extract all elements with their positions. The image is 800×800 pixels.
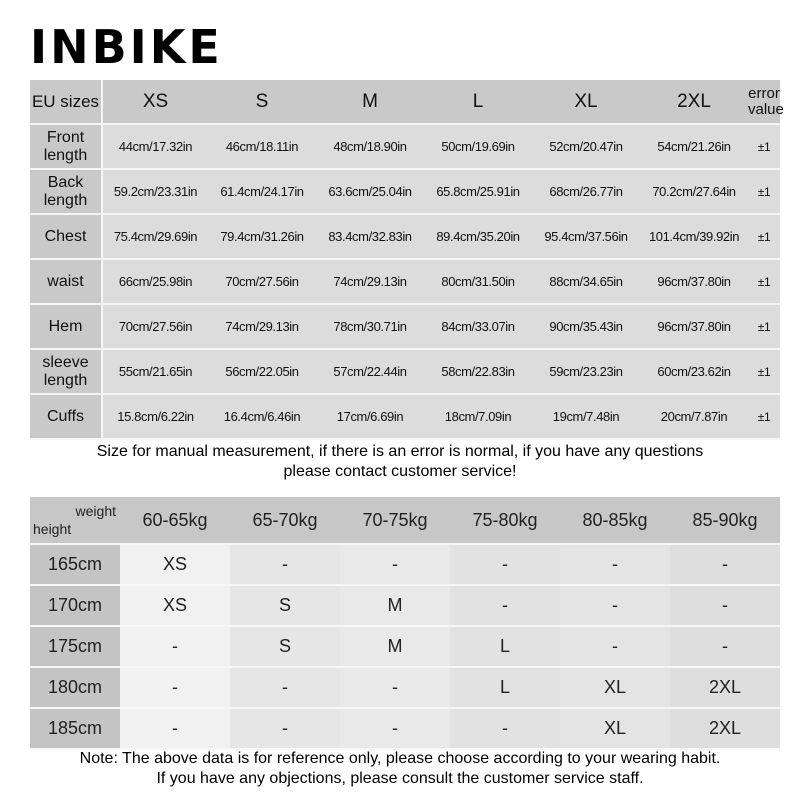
recommended-size: - <box>450 585 560 626</box>
height-row <box>30 626 780 667</box>
height-row <box>30 544 780 585</box>
reference-note-line-1: Note: The above data is for reference only, please choose according to your wearing habit. <box>79 750 721 767</box>
measurement-note <box>0 442 800 482</box>
recommended-size: 2XL <box>670 667 780 708</box>
height-row <box>30 708 780 749</box>
measurement-value: 54cm/21.26in <box>640 124 748 169</box>
measurement-value: 89.4cm/35.20in <box>424 214 532 259</box>
recommended-size: 2XL <box>670 708 780 749</box>
recommended-size: - <box>340 667 450 708</box>
measurement-value: 96cm/37.80in <box>640 304 748 349</box>
measurement-value: 96cm/37.80in <box>640 259 748 304</box>
size-chart-row <box>30 394 780 439</box>
weight-header: 70-75kg <box>340 497 450 544</box>
error-value-label: error value <box>748 80 780 124</box>
recommended-size: XL <box>560 708 670 749</box>
recommended-size: S <box>230 585 340 626</box>
measurement-value: 75.4cm/29.69in <box>102 214 208 259</box>
error-value: ±1 <box>748 394 780 439</box>
measurement-value: 79.4cm/31.26in <box>208 214 316 259</box>
corner-height-label: height <box>33 521 72 537</box>
size-chart-row <box>30 304 780 349</box>
measurement-value: 46cm/18.11in <box>208 124 316 169</box>
recommended-size: - <box>340 544 450 585</box>
height-label: 175cm <box>30 626 120 667</box>
size-chart-row <box>30 349 780 394</box>
measurement-label: Back length <box>30 169 102 214</box>
measurement-value: 101.4cm/39.92in <box>640 214 748 259</box>
measurement-note-line-1: Size for manual measurement, if there is an error is normal, if you have any questions <box>96 443 704 460</box>
size-chart-row <box>30 124 780 169</box>
size-chart-row <box>30 259 780 304</box>
measurement-value: 65.8cm/25.91in <box>424 169 532 214</box>
size-header: M <box>316 80 424 124</box>
weight-header: 65-70kg <box>230 497 340 544</box>
error-value: ±1 <box>748 124 780 169</box>
measurement-value: 95.4cm/37.56in <box>532 214 640 259</box>
measurement-value: 58cm/22.83in <box>424 349 532 394</box>
measurement-value: 90cm/35.43in <box>532 304 640 349</box>
recommended-size: - <box>120 667 230 708</box>
measurement-label: Front length <box>30 124 102 169</box>
recommended-size: - <box>230 544 340 585</box>
recommended-size: L <box>450 626 560 667</box>
measurement-value: 16.4cm/6.46in <box>208 394 316 439</box>
weight-header: 80-85kg <box>560 497 670 544</box>
measurement-value: 57cm/22.44in <box>316 349 424 394</box>
measurement-value: 63.6cm/25.04in <box>316 169 424 214</box>
recommended-size: - <box>560 544 670 585</box>
recommended-size: - <box>670 626 780 667</box>
height-label: 185cm <box>30 708 120 749</box>
size-chart-row <box>30 214 780 259</box>
measurement-value: 70.2cm/27.64in <box>640 169 748 214</box>
recommended-size: M <box>340 585 450 626</box>
recommended-size: XS <box>120 544 230 585</box>
measurement-value: 20cm/7.87in <box>640 394 748 439</box>
size-chart-body <box>30 124 780 439</box>
weight-header: 60-65kg <box>120 497 230 544</box>
reference-note <box>0 749 800 789</box>
recommended-size: - <box>230 708 340 749</box>
size-header: XS <box>102 80 208 124</box>
error-value: ±1 <box>748 169 780 214</box>
eu-sizes-label: EU sizes <box>30 80 102 124</box>
measurement-value: 74cm/29.13in <box>208 304 316 349</box>
measurement-value: 50cm/19.69in <box>424 124 532 169</box>
error-value: ±1 <box>748 259 780 304</box>
measurement-label: waist <box>30 259 102 304</box>
weight-height-corner <box>30 497 120 544</box>
measurement-label: Chest <box>30 214 102 259</box>
size-header: 2XL <box>640 80 748 124</box>
measurement-value: 70cm/27.56in <box>208 259 316 304</box>
measurement-value: 59.2cm/23.31in <box>102 169 208 214</box>
measurement-value: 52cm/20.47in <box>532 124 640 169</box>
measurement-value: 59cm/23.23in <box>532 349 640 394</box>
measurement-value: 88cm/34.65in <box>532 259 640 304</box>
recommended-size: XL <box>560 667 670 708</box>
measurement-label: Hem <box>30 304 102 349</box>
measurement-value: 44cm/17.32in <box>102 124 208 169</box>
measurement-value: 83.4cm/32.83in <box>316 214 424 259</box>
measurement-note-line-2: please contact customer service! <box>283 463 517 480</box>
measurement-value: 74cm/29.13in <box>316 259 424 304</box>
weight-height-body <box>30 544 780 749</box>
corner-weight-label: weight <box>75 503 116 519</box>
weight-height-table <box>30 497 780 750</box>
recommended-size: - <box>340 708 450 749</box>
recommended-size: L <box>450 667 560 708</box>
recommended-size: S <box>230 626 340 667</box>
height-label: 170cm <box>30 585 120 626</box>
recommended-size: - <box>450 708 560 749</box>
measurement-value: 48cm/18.90in <box>316 124 424 169</box>
weight-header: 85-90kg <box>670 497 780 544</box>
recommended-size: - <box>670 585 780 626</box>
reference-note-line-2: If you have any objections, please consult the customer service staff. <box>156 770 644 787</box>
size-chart-row <box>30 169 780 214</box>
recommended-size: XS <box>120 585 230 626</box>
measurement-label: Cuffs <box>30 394 102 439</box>
recommended-size: - <box>120 626 230 667</box>
recommended-size: M <box>340 626 450 667</box>
measurement-value: 84cm/33.07in <box>424 304 532 349</box>
measurement-value: 68cm/26.77in <box>532 169 640 214</box>
measurement-value: 61.4cm/24.17in <box>208 169 316 214</box>
measurement-value: 18cm/7.09in <box>424 394 532 439</box>
height-row <box>30 667 780 708</box>
measurement-value: 15.8cm/6.22in <box>102 394 208 439</box>
measurement-value: 80cm/31.50in <box>424 259 532 304</box>
recommended-size: - <box>560 626 670 667</box>
recommended-size: - <box>120 708 230 749</box>
measurement-value: 56cm/22.05in <box>208 349 316 394</box>
height-label: 165cm <box>30 544 120 585</box>
weight-header-row <box>30 497 780 544</box>
recommended-size: - <box>560 585 670 626</box>
size-header: XL <box>532 80 640 124</box>
weight-header: 75-80kg <box>450 497 560 544</box>
brand-logo: INBIKE <box>30 20 223 74</box>
measurement-value: 78cm/30.71in <box>316 304 424 349</box>
height-row <box>30 585 780 626</box>
height-label: 180cm <box>30 667 120 708</box>
recommended-size: - <box>450 544 560 585</box>
recommended-size: - <box>670 544 780 585</box>
measurement-value: 66cm/25.98in <box>102 259 208 304</box>
recommended-size: - <box>230 667 340 708</box>
error-value: ±1 <box>748 349 780 394</box>
measurement-label: sleeve length <box>30 349 102 394</box>
measurement-value: 60cm/23.62in <box>640 349 748 394</box>
error-value: ±1 <box>748 214 780 259</box>
measurement-value: 19cm/7.48in <box>532 394 640 439</box>
measurement-value: 70cm/27.56in <box>102 304 208 349</box>
measurement-value: 17cm/6.69in <box>316 394 424 439</box>
size-header: S <box>208 80 316 124</box>
error-value: ±1 <box>748 304 780 349</box>
size-chart-header-row <box>30 80 780 124</box>
size-chart-table <box>30 80 784 440</box>
measurement-value: 55cm/21.65in <box>102 349 208 394</box>
size-header: L <box>424 80 532 124</box>
